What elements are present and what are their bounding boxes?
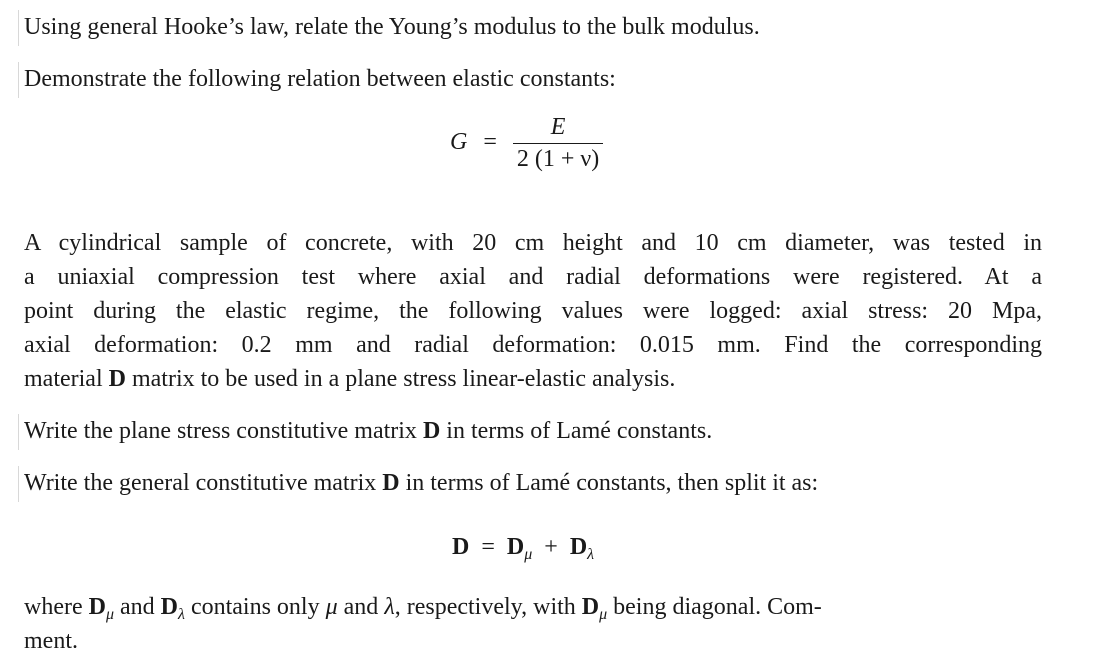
general-matrix-text bbox=[0, 466, 1060, 500]
comment-text: being diagonal. Com- bbox=[607, 594, 822, 620]
matrix-d-symbol: D bbox=[382, 470, 400, 496]
matrix-d-symbol: D bbox=[581, 594, 600, 620]
paragraph-hooke-text: Using general Hooke’s law, relate the Young’s modulus to the bulk modulus. bbox=[24, 14, 760, 40]
matrix-d-symbol: D bbox=[160, 594, 179, 620]
paragraph-concrete-sample bbox=[0, 226, 1060, 396]
paragraph-comment bbox=[0, 590, 1060, 658]
equation-matrix-split bbox=[452, 530, 594, 564]
paragraph-demonstrate bbox=[0, 62, 1060, 96]
eq2-term2-subscript: λ bbox=[587, 546, 595, 563]
eq1-equals: = bbox=[483, 129, 497, 156]
concrete-line-1: A cylindrical sample of concrete, with 20 cm height and 10 cm diameter, was tested in bbox=[24, 230, 1042, 256]
eq2-lhs: D bbox=[452, 534, 470, 560]
eq2-term1: D bbox=[506, 534, 525, 560]
matrix-d-symbol: D bbox=[108, 366, 126, 392]
eq2-term1-subscript: μ bbox=[524, 546, 533, 563]
general-matrix-post: in terms of Lamé constants, then split it as: bbox=[399, 470, 819, 496]
eq2-term2: D bbox=[569, 534, 588, 560]
comment-text: where bbox=[24, 594, 89, 620]
eq1-fraction bbox=[513, 114, 603, 173]
plane-stress-text bbox=[0, 414, 1060, 448]
matrix-d-symbol: D bbox=[88, 594, 106, 620]
concrete-line-2: a uniaxial compression test where axial and radial deformations were registered. At a bbox=[24, 264, 1042, 290]
eq1-numerator: E bbox=[550, 114, 566, 140]
paragraph-general-matrix bbox=[0, 466, 1060, 500]
equation-shear-modulus bbox=[450, 114, 603, 173]
eq1-lhs: G bbox=[450, 129, 468, 156]
comment-text: and bbox=[337, 594, 385, 620]
comment-text: , respectively, with bbox=[394, 594, 582, 620]
mu-subscript: μ bbox=[599, 606, 608, 623]
general-matrix-pre: Write the general constitutive matrix bbox=[24, 470, 383, 496]
paragraph-hooke bbox=[0, 10, 1060, 44]
comment-text: contains only bbox=[184, 594, 326, 620]
plane-stress-post: in terms of Lamé constants. bbox=[440, 418, 713, 444]
eq1-denominator: 2 (1 + ν) bbox=[513, 143, 603, 173]
eq2-equals: = bbox=[481, 534, 495, 560]
lambda-subscript: λ bbox=[178, 606, 185, 623]
concrete-line-3: point during the elastic regime, the following values were logged: axial stress: 20 Mpa, bbox=[24, 298, 1042, 324]
concrete-line-5-pre: material bbox=[24, 366, 109, 392]
comment-line-1 bbox=[0, 590, 1060, 624]
lambda-symbol: λ bbox=[384, 594, 395, 620]
plane-stress-pre: Write the plane stress constitutive matrix bbox=[24, 418, 423, 444]
comment-line-2: ment. bbox=[24, 628, 78, 654]
paragraph-plane-stress bbox=[0, 414, 1060, 448]
concrete-line-5 bbox=[0, 362, 1060, 396]
comment-text: and bbox=[114, 594, 161, 620]
mu-symbol: μ bbox=[325, 594, 338, 620]
concrete-line-4: axial deformation: 0.2 mm and radial deformation: 0.015 mm. Find the corresponding bbox=[24, 332, 1042, 358]
concrete-line-5-post: matrix to be used in a plane stress linear-elastic analysis. bbox=[125, 366, 676, 392]
matrix-d-symbol: D bbox=[422, 418, 441, 444]
mu-subscript: μ bbox=[105, 606, 115, 623]
paragraph-demonstrate-text: Demonstrate the following relation between elastic constants: bbox=[24, 66, 616, 92]
eq2-plus: + bbox=[544, 534, 558, 560]
